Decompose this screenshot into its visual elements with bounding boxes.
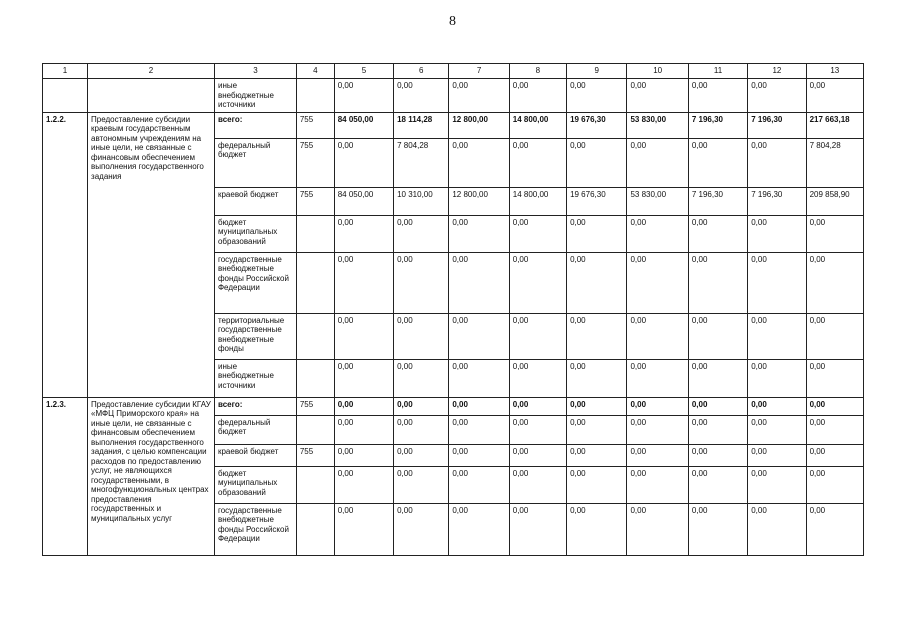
amount-cell: 18 114,28 xyxy=(394,112,449,138)
amount-cell: 0,00 xyxy=(449,138,509,187)
item-number: 1.2.3. xyxy=(43,397,88,555)
amount-cell: 0,00 xyxy=(627,215,688,252)
budget-code: 755 xyxy=(296,187,334,215)
item-number xyxy=(43,79,88,113)
table-row xyxy=(43,397,864,415)
column-header: 1 xyxy=(43,64,88,79)
column-header: 7 xyxy=(449,64,509,79)
amount-cell: 0,00 xyxy=(509,79,566,113)
funding-source: иные внебюджетные источники xyxy=(214,79,296,113)
amount-cell: 0,00 xyxy=(394,313,449,359)
column-header: 11 xyxy=(688,64,747,79)
amount-cell: 12 800,00 xyxy=(449,187,509,215)
amount-cell: 0,00 xyxy=(449,415,509,444)
amount-cell: 0,00 xyxy=(394,444,449,466)
amount-cell: 0,00 xyxy=(806,397,863,415)
amount-cell: 19 676,30 xyxy=(567,187,627,215)
header-row xyxy=(43,64,864,79)
amount-cell: 0,00 xyxy=(449,466,509,503)
amount-cell: 0,00 xyxy=(334,503,393,555)
amount-cell: 53 830,00 xyxy=(627,112,688,138)
amount-cell: 0,00 xyxy=(748,313,806,359)
amount-cell: 0,00 xyxy=(509,215,566,252)
amount-cell: 0,00 xyxy=(688,359,747,397)
amount-cell: 0,00 xyxy=(394,397,449,415)
amount-cell: 0,00 xyxy=(688,415,747,444)
amount-cell: 0,00 xyxy=(394,252,449,313)
funding-source: всего: xyxy=(214,397,296,415)
amount-cell: 10 310,00 xyxy=(394,187,449,215)
amount-cell: 0,00 xyxy=(449,444,509,466)
budget-code xyxy=(296,313,334,359)
amount-cell: 0,00 xyxy=(567,313,627,359)
amount-cell: 0,00 xyxy=(806,215,863,252)
table-body xyxy=(43,64,864,556)
amount-cell: 0,00 xyxy=(334,313,393,359)
amount-cell: 12 800,00 xyxy=(449,112,509,138)
column-header: 12 xyxy=(748,64,806,79)
amount-cell: 0,00 xyxy=(748,138,806,187)
amount-cell: 0,00 xyxy=(806,313,863,359)
amount-cell: 0,00 xyxy=(627,415,688,444)
amount-cell: 0,00 xyxy=(567,138,627,187)
amount-cell: 0,00 xyxy=(627,359,688,397)
budget-code: 755 xyxy=(296,112,334,138)
amount-cell: 0,00 xyxy=(567,252,627,313)
amount-cell: 14 800,00 xyxy=(509,112,566,138)
budget-code xyxy=(296,503,334,555)
budget-code: 755 xyxy=(296,444,334,466)
amount-cell: 84 050,00 xyxy=(334,187,393,215)
amount-cell: 0,00 xyxy=(627,252,688,313)
amount-cell: 84 050,00 xyxy=(334,112,393,138)
amount-cell: 0,00 xyxy=(334,215,393,252)
amount-cell: 209 858,90 xyxy=(806,187,863,215)
page-number: 8 xyxy=(449,14,456,29)
amount-cell: 7 804,28 xyxy=(806,138,863,187)
column-header: 8 xyxy=(509,64,566,79)
amount-cell: 0,00 xyxy=(688,466,747,503)
funding-source: краевой бюджет xyxy=(214,444,296,466)
column-header: 4 xyxy=(296,64,334,79)
amount-cell: 19 676,30 xyxy=(567,112,627,138)
amount-cell: 0,00 xyxy=(449,397,509,415)
amount-cell: 0,00 xyxy=(748,359,806,397)
amount-cell: 0,00 xyxy=(449,503,509,555)
amount-cell: 0,00 xyxy=(688,138,747,187)
amount-cell: 0,00 xyxy=(334,466,393,503)
budget-code xyxy=(296,415,334,444)
amount-cell: 0,00 xyxy=(748,397,806,415)
amount-cell: 0,00 xyxy=(509,503,566,555)
budget-code: 755 xyxy=(296,397,334,415)
budget-code xyxy=(296,359,334,397)
amount-cell: 0,00 xyxy=(509,466,566,503)
amount-cell: 217 663,18 xyxy=(806,112,863,138)
funding-source: бюджет муниципальных образований xyxy=(214,466,296,503)
budget-code xyxy=(296,252,334,313)
amount-cell: 0,00 xyxy=(449,79,509,113)
item-description: Предоставление субсидии краевым государственным автономным учреждениям на иные цели, не связанные с финансовым обеспечением выполнения государственного задания xyxy=(88,112,215,397)
amount-cell: 7 196,30 xyxy=(688,112,747,138)
amount-cell: 0,00 xyxy=(394,79,449,113)
amount-cell: 0,00 xyxy=(567,466,627,503)
amount-cell: 0,00 xyxy=(449,215,509,252)
column-header: 2 xyxy=(88,64,215,79)
amount-cell: 0,00 xyxy=(688,397,747,415)
amount-cell: 0,00 xyxy=(627,444,688,466)
amount-cell: 0,00 xyxy=(567,79,627,113)
amount-cell: 0,00 xyxy=(567,444,627,466)
amount-cell: 0,00 xyxy=(627,138,688,187)
amount-cell: 0,00 xyxy=(806,79,863,113)
amount-cell: 0,00 xyxy=(567,503,627,555)
amount-cell: 0,00 xyxy=(627,397,688,415)
item-number: 1.2.2. xyxy=(43,112,88,397)
amount-cell: 0,00 xyxy=(334,444,393,466)
amount-cell: 0,00 xyxy=(394,359,449,397)
budget-code xyxy=(296,466,334,503)
amount-cell: 0,00 xyxy=(806,444,863,466)
amount-cell: 0,00 xyxy=(334,252,393,313)
funding-source: федеральный бюджет xyxy=(214,415,296,444)
amount-cell: 7 196,30 xyxy=(748,112,806,138)
funding-source: краевой бюджет xyxy=(214,187,296,215)
item-description xyxy=(88,79,215,113)
funding-source: федеральный бюджет xyxy=(214,138,296,187)
amount-cell: 0,00 xyxy=(748,79,806,113)
amount-cell: 0,00 xyxy=(567,397,627,415)
amount-cell: 0,00 xyxy=(567,415,627,444)
amount-cell: 0,00 xyxy=(394,466,449,503)
amount-cell: 0,00 xyxy=(627,466,688,503)
amount-cell: 7 804,28 xyxy=(394,138,449,187)
amount-cell: 0,00 xyxy=(688,313,747,359)
amount-cell: 0,00 xyxy=(394,503,449,555)
amount-cell: 0,00 xyxy=(334,359,393,397)
column-header: 13 xyxy=(806,64,863,79)
column-header: 10 xyxy=(627,64,688,79)
amount-cell: 0,00 xyxy=(806,359,863,397)
amount-cell: 53 830,00 xyxy=(627,187,688,215)
table-row xyxy=(43,79,864,113)
amount-cell: 0,00 xyxy=(334,397,393,415)
amount-cell: 0,00 xyxy=(509,138,566,187)
amount-cell: 0,00 xyxy=(334,415,393,444)
amount-cell: 0,00 xyxy=(627,313,688,359)
amount-cell: 14 800,00 xyxy=(509,187,566,215)
column-header: 3 xyxy=(214,64,296,79)
amount-cell: 0,00 xyxy=(806,466,863,503)
amount-cell: 0,00 xyxy=(509,415,566,444)
amount-cell: 0,00 xyxy=(748,503,806,555)
funding-source: бюджет муниципальных образований xyxy=(214,215,296,252)
item-description: Предоставление субсидии КГАУ «МФЦ Приморского края» на иные цели, не связанные с финансовым обеспечением выполнения государственного задания, с целью компенсации расходов по предоставлению услуг, не являющихся государственными, в многофункциональных центрах предоставления государственных и муниципальных услуг xyxy=(88,397,215,555)
budget-code: 755 xyxy=(296,138,334,187)
amount-cell: 0,00 xyxy=(509,444,566,466)
amount-cell: 0,00 xyxy=(509,397,566,415)
amount-cell: 0,00 xyxy=(627,79,688,113)
amount-cell: 0,00 xyxy=(748,252,806,313)
amount-cell: 0,00 xyxy=(509,252,566,313)
amount-cell: 0,00 xyxy=(806,503,863,555)
amount-cell: 7 196,30 xyxy=(748,187,806,215)
amount-cell: 0,00 xyxy=(509,359,566,397)
funding-source: территориальные государственные внебюджетные фонды xyxy=(214,313,296,359)
amount-cell: 0,00 xyxy=(449,359,509,397)
amount-cell: 0,00 xyxy=(567,215,627,252)
amount-cell: 0,00 xyxy=(394,215,449,252)
amount-cell: 0,00 xyxy=(688,444,747,466)
funding-source: иные внебюджетные источники xyxy=(214,359,296,397)
amount-cell: 0,00 xyxy=(806,415,863,444)
amount-cell: 0,00 xyxy=(688,252,747,313)
budget-code xyxy=(296,215,334,252)
budget-code xyxy=(296,79,334,113)
column-header: 6 xyxy=(394,64,449,79)
amount-cell: 0,00 xyxy=(688,503,747,555)
funding-source: государственные внебюджетные фонды Российской Федерации xyxy=(214,503,296,555)
funding-source: всего: xyxy=(214,112,296,138)
amount-cell: 0,00 xyxy=(334,79,393,113)
amount-cell: 0,00 xyxy=(688,79,747,113)
amount-cell: 0,00 xyxy=(627,503,688,555)
budget-table xyxy=(42,63,864,556)
amount-cell: 0,00 xyxy=(567,359,627,397)
table-row xyxy=(43,112,864,138)
amount-cell: 0,00 xyxy=(394,415,449,444)
column-header: 5 xyxy=(334,64,393,79)
amount-cell: 0,00 xyxy=(334,138,393,187)
amount-cell: 0,00 xyxy=(509,313,566,359)
funding-source: государственные внебюджетные фонды Российской Федерации xyxy=(214,252,296,313)
amount-cell: 0,00 xyxy=(806,252,863,313)
amount-cell: 0,00 xyxy=(748,215,806,252)
amount-cell: 0,00 xyxy=(748,466,806,503)
amount-cell: 0,00 xyxy=(688,215,747,252)
amount-cell: 7 196,30 xyxy=(688,187,747,215)
amount-cell: 0,00 xyxy=(449,313,509,359)
column-header: 9 xyxy=(567,64,627,79)
amount-cell: 0,00 xyxy=(748,415,806,444)
amount-cell: 0,00 xyxy=(449,252,509,313)
amount-cell: 0,00 xyxy=(748,444,806,466)
